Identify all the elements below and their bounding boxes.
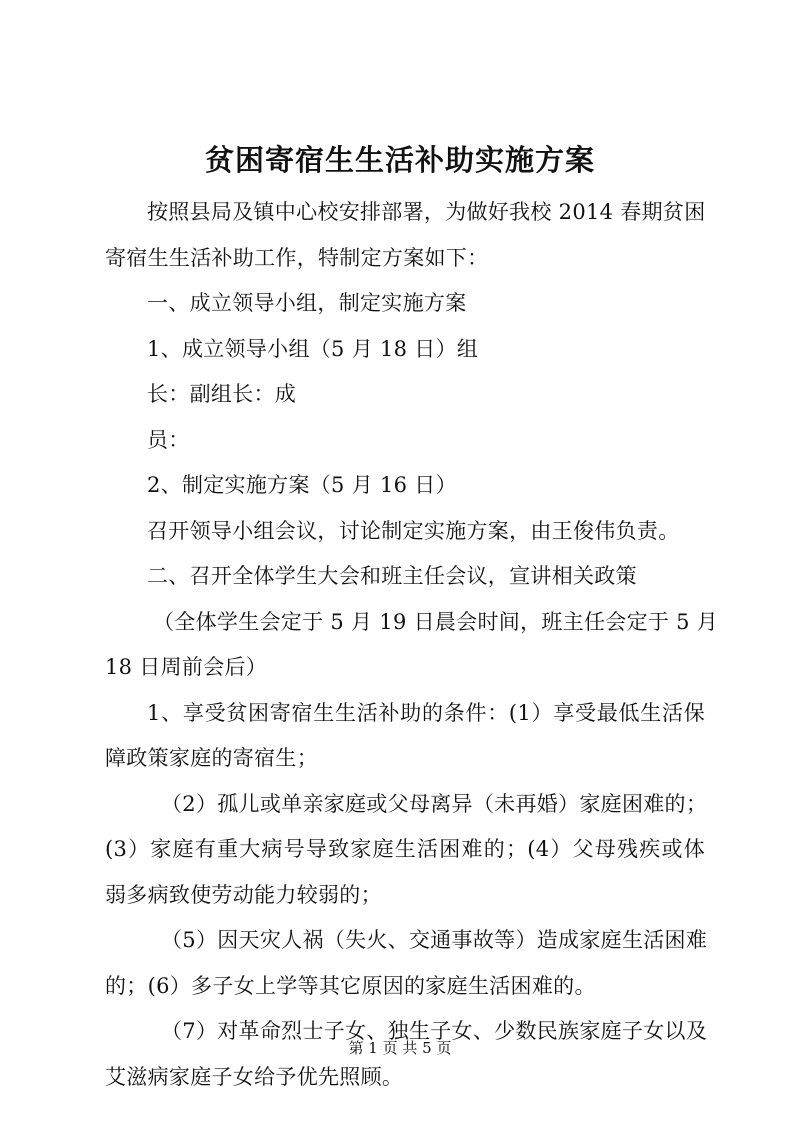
paragraph-line: 2、制定实施方案（5 月 16 日） xyxy=(147,473,457,497)
section-heading: 一、成立领导小组，制定实施方案 xyxy=(147,291,467,315)
paragraph-line: 寄宿生生活补助工作，特制定方案如下： xyxy=(105,245,489,270)
paragraph-line: 艾滋病家庭子女给予优先照顾。 xyxy=(105,1064,404,1089)
paragraph-line: 的；(6）多子女上学等其它原因的家庭生活困难的。 xyxy=(105,973,596,998)
paragraph-line: （5）因天灾人祸（失火、交通事故等）造成家庭生活困难 xyxy=(161,928,708,952)
paragraph-line: 按照县局及镇中心校安排部署，为做好我校 2014 春期贫困 xyxy=(147,200,706,224)
paragraph-line: 1、享受贫困寄宿生生活补助的条件：(1）享受最低生活保 xyxy=(147,700,705,725)
document-title: 贫困寄宿生生活补助实施方案 xyxy=(204,143,595,177)
paragraph-line: 长：副组长：成 xyxy=(147,382,297,406)
paragraph-line: (3）家庭有重大病号导致家庭生活困难的；(4）父母残疾或体 xyxy=(105,837,705,861)
paragraph-line: （7）对革命烈士子女、独生子女、少数民族家庭子女以及 xyxy=(161,1019,708,1043)
paragraph-line: 障政策家庭的寄宿生； xyxy=(105,746,318,770)
paragraph-line: 员： xyxy=(147,427,190,452)
paragraph-line: （2）孤儿或单亲家庭或父母离异（未再婚）家庭困难的； xyxy=(161,791,708,816)
paragraph-line: 18 日周前会后） xyxy=(105,655,268,679)
page-number-footer: 第 1 页 共 5 页 xyxy=(348,1039,452,1057)
document-body xyxy=(105,190,719,1100)
paragraph-line: （全体学生会定于 5 月 19 日晨会时间，班主任会定于 5 月 xyxy=(153,609,719,634)
paragraph-line: 1、成立领导小组（5 月 18 日）组 xyxy=(147,336,479,361)
paragraph-line: 弱多病致使劳动能力较弱的； xyxy=(105,882,382,907)
paragraph-line: 召开领导小组会议，讨论制定实施方案，由王俊伟负责。 xyxy=(147,518,680,543)
section-heading: 二、召开全体学生大会和班主任会议，宣讲相关政策 xyxy=(147,564,637,588)
